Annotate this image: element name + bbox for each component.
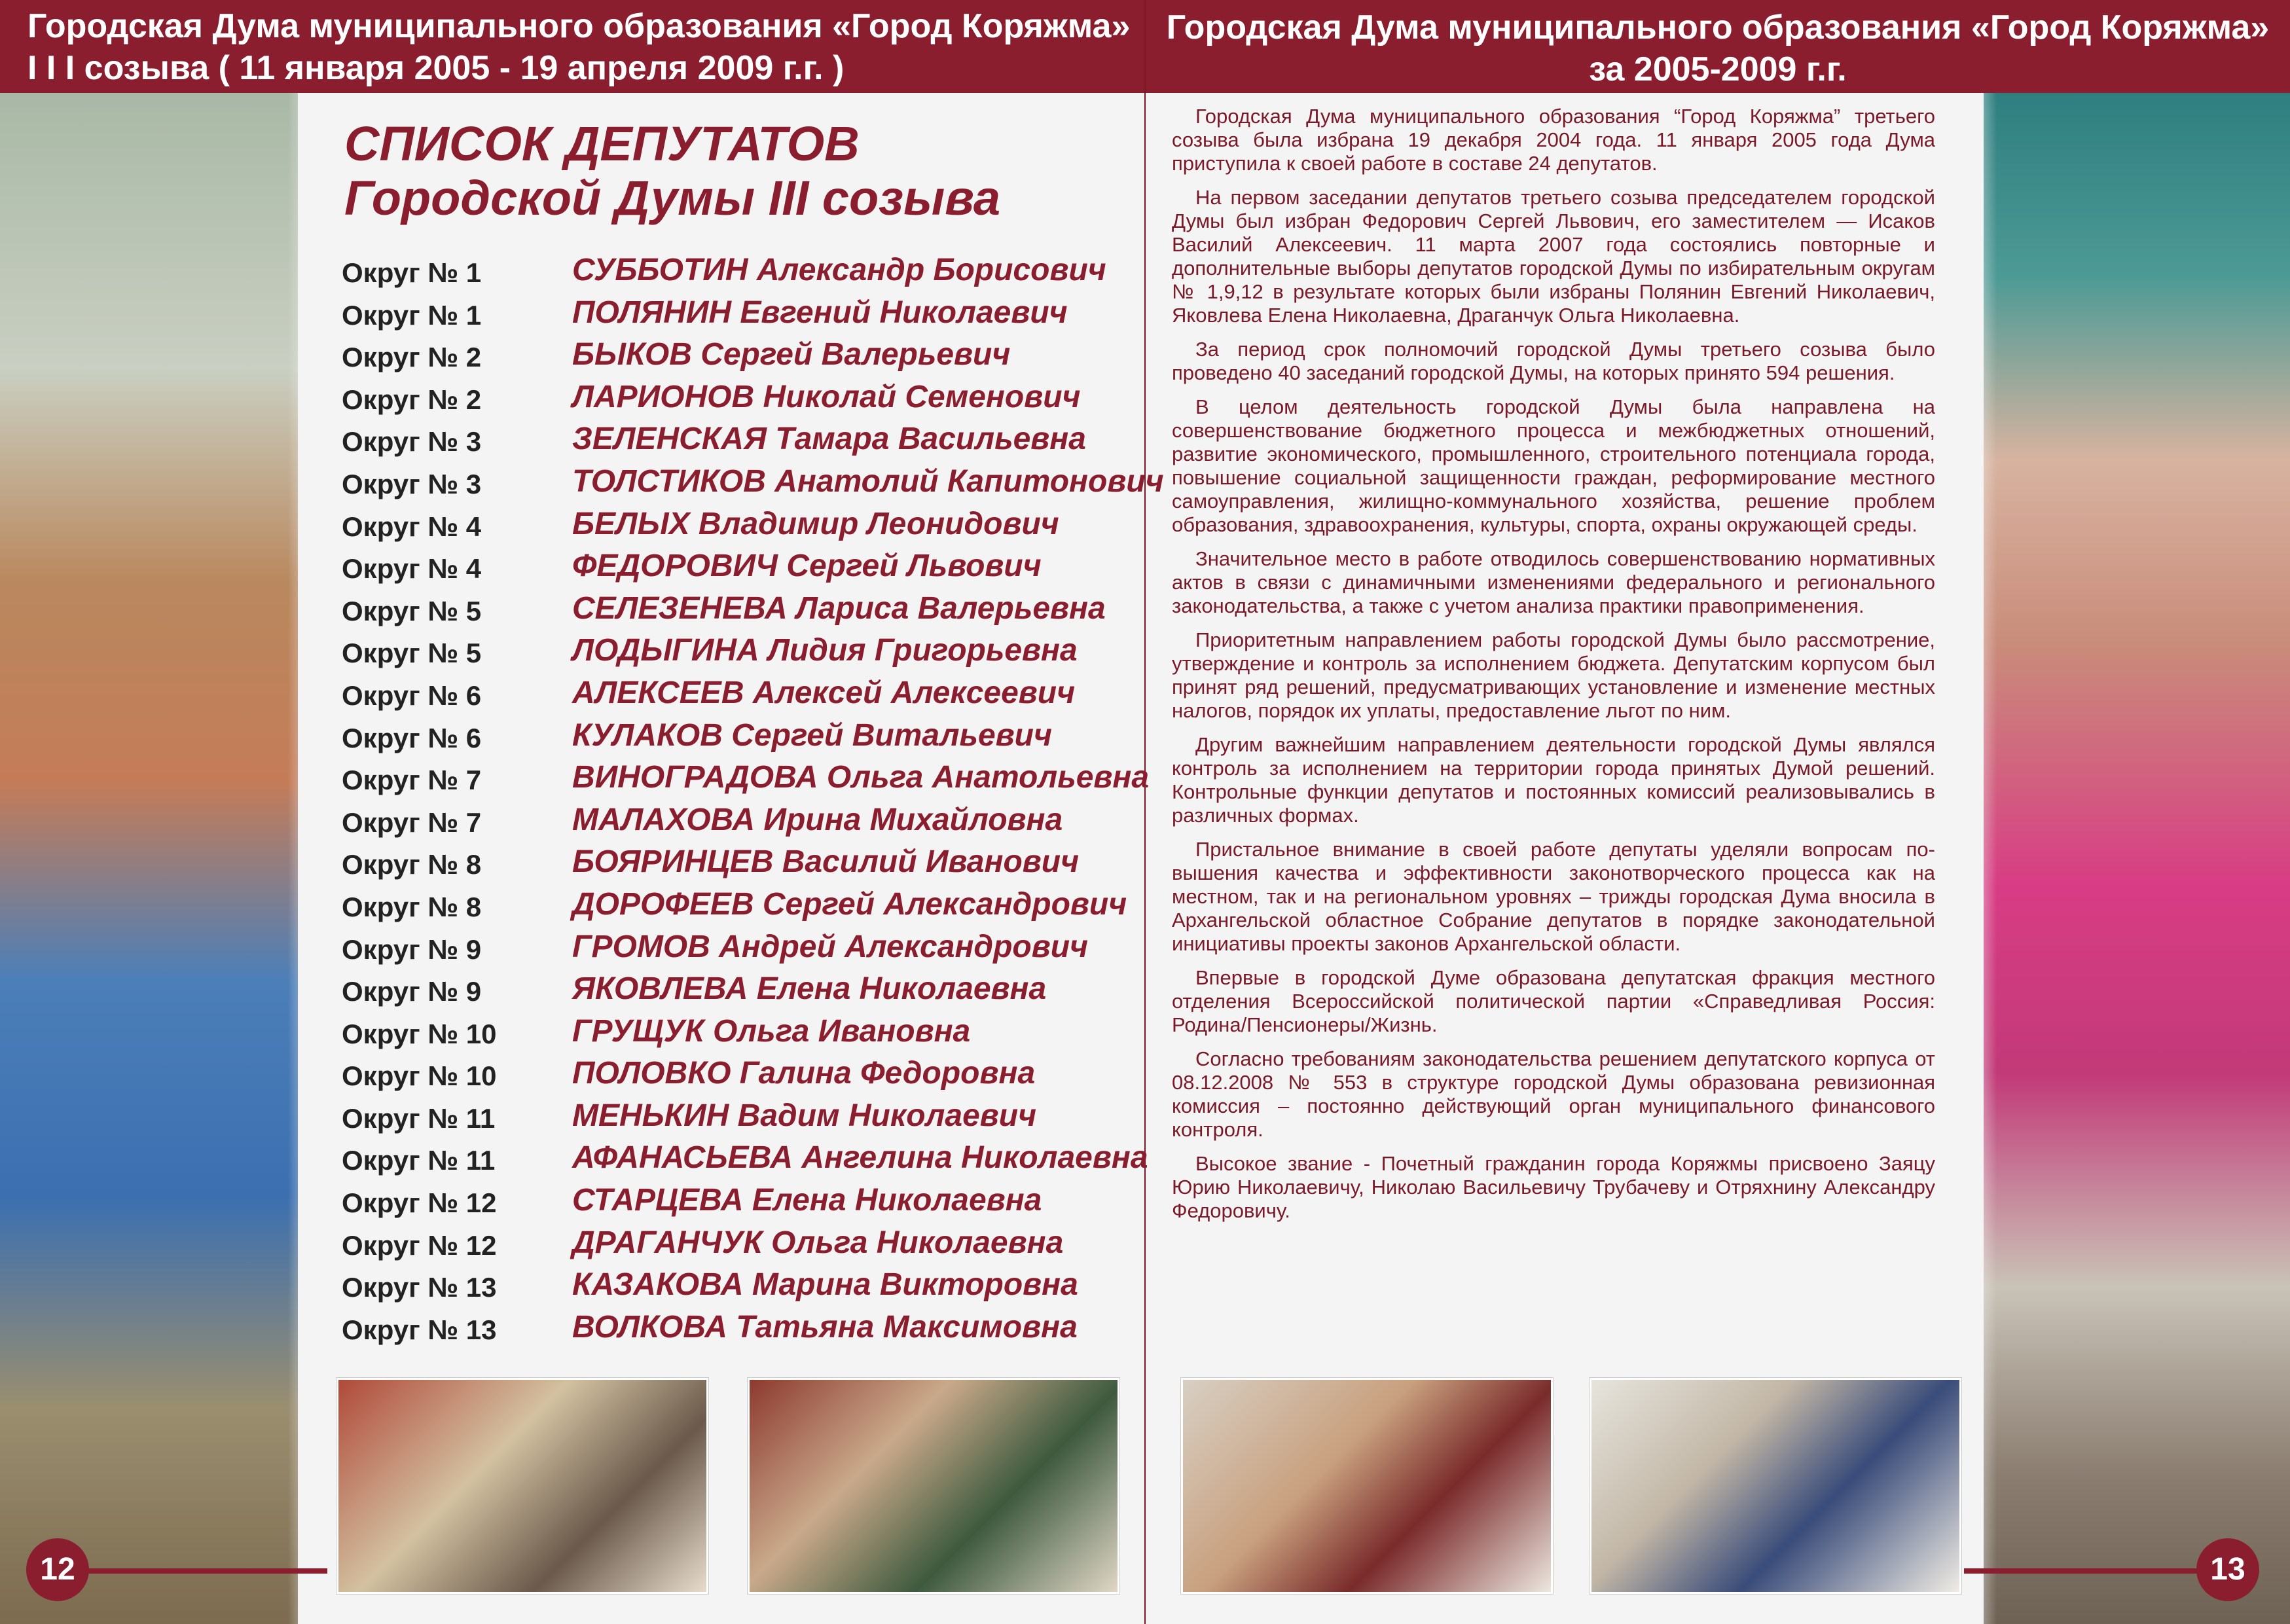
list-item xyxy=(342,759,1150,802)
list-item xyxy=(342,971,1140,1013)
list-item xyxy=(342,632,1140,675)
header-left-line1: Городская Дума муниципального образования «Город Коряжма» xyxy=(27,7,1131,45)
header-right-line1: Городская Дума муниципального образования «Город Коряжма» xyxy=(1166,9,2270,46)
article-paragraph: Другим важнейшим направлением деятельности городской Думы являлся контроль за исполнением на территории города принятых Думой решений. Контрольные функции депутатов и постоянных комиссий реализовывались в различных формах. xyxy=(1172,733,1935,827)
title-line1: СПИСОК ДЕПУТАТОВ xyxy=(344,117,860,171)
article-paragraph: В целом деятельность городской Думы была направлена на совершенствование бюджетного процесса и межбюджетных отношений, развитие экономического, промышленного, строительного потенциала города, повышение социальной защищенности граждан, реформирование местного самоуправления, жилищно-коммунального хозяйства, решение проблем образования, здравоохранения, культуры, спорта, охраны окружающей среды. xyxy=(1172,395,1935,536)
deputies-list xyxy=(342,252,1164,1351)
deputy-name: ГРУЩУК Ольга Ивановна xyxy=(572,1013,971,1049)
session-photo-4 xyxy=(1590,1378,1961,1594)
district-label: Округ № 1 xyxy=(342,257,482,288)
duma-report-article xyxy=(1172,105,1935,1233)
district-label: Округ № 2 xyxy=(342,384,482,415)
right-photo-fade xyxy=(1957,93,1997,1624)
list-item xyxy=(342,548,1140,590)
article-paragraph: Высокое звание - Почетный гражданин города Коряжмы присвоено Заяцу Юрию Николаевичу, Николаю Васильевичу Трубачеву и Отряхнину Александру Федоровичу. xyxy=(1172,1152,1935,1222)
deputy-name: ТОЛСТИКОВ Анатолий Капитонович xyxy=(572,463,1164,499)
district-label: Округ № 11 xyxy=(342,1145,496,1176)
deputies-list-title xyxy=(344,118,1000,226)
list-item xyxy=(342,929,1140,971)
deputy-name: БЕЛЫХ Владимир Леонидович xyxy=(572,506,1059,541)
deputy-name: ЯКОВЛЕВА Елена Николаевна xyxy=(572,971,1047,1007)
list-item xyxy=(342,717,1140,760)
district-label: Округ № 3 xyxy=(342,468,482,499)
district-label: Округ № 11 xyxy=(342,1102,496,1134)
deputy-name: БОЯРИНЦЕВ Василий Иванович xyxy=(572,844,1080,880)
article-paragraph: На первом заседании депутатов третьего созыва председателем городской Думы был избран Федорович Сергей Львович, его заместителем — Исаков Василий Алексеевич. 11 марта 2007 года состоялись повторные и дополнительные выборы депутатов городской Думы по избирательным округам № 1,9,12 в результате которых были избраны Полянин Евгений Николаевич, Яковлева Елена Николаевна, Драганчук Ольга Николаевна. xyxy=(1172,186,1935,327)
article-paragraph: Городская Дума муниципального образования “Город Коряжма” третьего созыва была избрана 19 декабря 2004 года. 11 января 2005 года Дума приступила к своей работе в составе 24 депутатов. xyxy=(1172,105,1935,175)
district-label: Округ № 12 xyxy=(342,1187,497,1219)
district-label: Округ № 3 xyxy=(342,426,482,458)
list-item xyxy=(342,295,1140,337)
list-item xyxy=(342,1013,1140,1056)
list-item xyxy=(342,1140,1148,1182)
list-item xyxy=(342,802,1140,844)
deputy-name: СЕЛЕЗЕНЕВА Лариса Валерьевна xyxy=(572,590,1106,626)
article-paragraph: Впервые в городской Думе образована депутатская фракция местного отделения Всероссийской политической партии «Справедливая Россия: Родина/Пенсионеры/Жизнь. xyxy=(1172,966,1935,1036)
district-label: Округ № 8 xyxy=(342,849,482,880)
list-item xyxy=(342,421,1140,463)
right-side-photo xyxy=(1984,93,2290,1624)
article-paragraph: Приоритетным направлением работы городской Думы было рассмотрение, утверждение и контроль за исполнением бюджета. Депутатским корпусом был принят ряд решений, предусматривающих установление и изменение местных налогов, порядок их уплаты, предоставление льгот по ним. xyxy=(1172,628,1935,722)
district-label: Округ № 12 xyxy=(342,1229,497,1261)
deputy-name: АФАНАСЬЕВА Ангелина Николаевна xyxy=(572,1140,1148,1176)
left-side-photo xyxy=(0,93,298,1624)
district-label: Округ № 9 xyxy=(342,976,482,1007)
district-label: Округ № 1 xyxy=(342,299,482,331)
district-label: Округ № 9 xyxy=(342,933,482,965)
deputy-name: БЫКОВ Сергей Валерьевич xyxy=(572,337,1011,372)
deputy-name: ЛАРИОНОВ Николай Семенович xyxy=(572,379,1081,414)
deputy-name: ВОЛКОВА Татьяна Максимовна xyxy=(572,1309,1078,1344)
deputy-name: ГРОМОВ Андрей Александрович xyxy=(572,929,1089,964)
deputy-name: МАЛАХОВА Ирина Михайловна xyxy=(572,802,1063,837)
deputy-name: ПОЛЯНИН Евгений Николаевич xyxy=(572,295,1068,330)
deputy-name: ЛОДЫГИНА Лидия Григорьевна xyxy=(572,633,1078,668)
article-paragraph: За период срок полномочий городской Думы третьего созыва было проведено 40 заседаний городской Думы, на которых принято 594 решения. xyxy=(1172,338,1935,384)
page-spine-divider xyxy=(1144,0,1146,1624)
district-label: Округ № 13 xyxy=(342,1314,497,1345)
page-number-left: 12 xyxy=(26,1538,89,1601)
session-photo-1 xyxy=(336,1378,708,1594)
district-label: Округ № 7 xyxy=(342,765,482,796)
header-left xyxy=(0,0,1144,93)
district-label: Округ № 10 xyxy=(342,1060,497,1092)
header-left-line2: I I I созыва ( 11 января 2005 - 19 апреля 2009 г.г. ) xyxy=(27,49,845,87)
deputy-name: СТАРЦЕВА Елена Николаевна xyxy=(572,1183,1042,1218)
list-item xyxy=(342,1098,1140,1140)
district-label: Округ № 6 xyxy=(342,679,482,711)
article-paragraph: Пристальное внимание в своей работе депутаты уделяли вопросам по-вышения качества и эффективности законотворческого процесса как на местном, так и на региональном уровнях – трижды городская Дума вносила в Архангельской областное Собрание депутатов в порядке законодательной инициативы проекты законов Архангельской области. xyxy=(1172,838,1935,955)
session-photo-2 xyxy=(748,1378,1119,1594)
header-right-line2: за 2005-2009 г.г. xyxy=(1589,50,1847,88)
district-label: Округ № 4 xyxy=(342,511,482,542)
list-item xyxy=(342,1182,1140,1225)
session-photo-3 xyxy=(1181,1378,1553,1594)
left-photo-fade xyxy=(288,93,327,1624)
deputy-name: ПОЛОВКО Галина Федоровна xyxy=(572,1056,1036,1091)
deputy-name: КУЛАКОВ Сергей Витальевич xyxy=(572,717,1052,753)
deputy-name: ФЕДОРОВИЧ Сергей Львович xyxy=(572,549,1042,584)
deputy-name: ВИНОГРАДОВА Ольга Анатольевна xyxy=(572,760,1150,795)
district-label: Округ № 8 xyxy=(342,891,482,922)
list-item xyxy=(342,1055,1140,1098)
deputy-name: ЗЕЛЕНСКАЯ Тамара Васильевна xyxy=(572,422,1086,457)
district-label: Округ № 6 xyxy=(342,722,482,753)
district-label: Округ № 5 xyxy=(342,595,482,626)
list-item xyxy=(342,590,1140,633)
list-item xyxy=(342,844,1140,886)
article-paragraph: Значительное место в работе отводилось совершенствованию нормативных актов в связи с динамичными изменениями федерального и регионального законодательства, а также с учетом анализа практики правоприменения. xyxy=(1172,547,1935,617)
district-label: Округ № 13 xyxy=(342,1272,497,1303)
list-item xyxy=(342,336,1140,379)
title-line2: Городской Думы III созыва xyxy=(344,171,1001,225)
district-label: Округ № 5 xyxy=(342,638,482,669)
deputy-name: ДРАГАНЧУК Ольга Николаевна xyxy=(572,1225,1064,1260)
header-right xyxy=(1146,0,2290,93)
deputy-name: АЛЕКСЕЕВ Алексей Алексеевич xyxy=(572,675,1076,710)
list-item xyxy=(342,886,1140,929)
list-item xyxy=(342,1225,1140,1267)
list-item xyxy=(342,675,1140,717)
district-label: Округ № 7 xyxy=(342,806,482,838)
article-paragraph: Согласно требованиям законодательства решением депутатского корпуса от 08.12.2008 № 553 в структуре городской Думы образована ревизионная комиссия – постоянно действующий орган муниципального финансового контроля. xyxy=(1172,1047,1935,1141)
deputy-name: ДОРОФЕЕВ Сергей Александрович xyxy=(572,886,1127,922)
district-label: Округ № 10 xyxy=(342,1018,497,1049)
page-number-rule-right xyxy=(1964,1568,2200,1574)
list-item xyxy=(342,252,1140,295)
district-label: Округ № 2 xyxy=(342,342,482,373)
list-item xyxy=(342,463,1164,506)
deputy-name: СУББОТИН Александр Борисович xyxy=(572,253,1106,287)
list-item xyxy=(342,506,1140,549)
deputy-name: МЕНЬКИН Вадим Николаевич xyxy=(572,1098,1037,1133)
list-item xyxy=(342,379,1140,422)
list-item xyxy=(342,1267,1140,1309)
district-label: Округ № 4 xyxy=(342,553,482,585)
page-number-right: 13 xyxy=(2196,1538,2259,1601)
list-item xyxy=(342,1309,1140,1352)
deputy-name: КАЗАКОВА Марина Викторовна xyxy=(572,1267,1078,1303)
